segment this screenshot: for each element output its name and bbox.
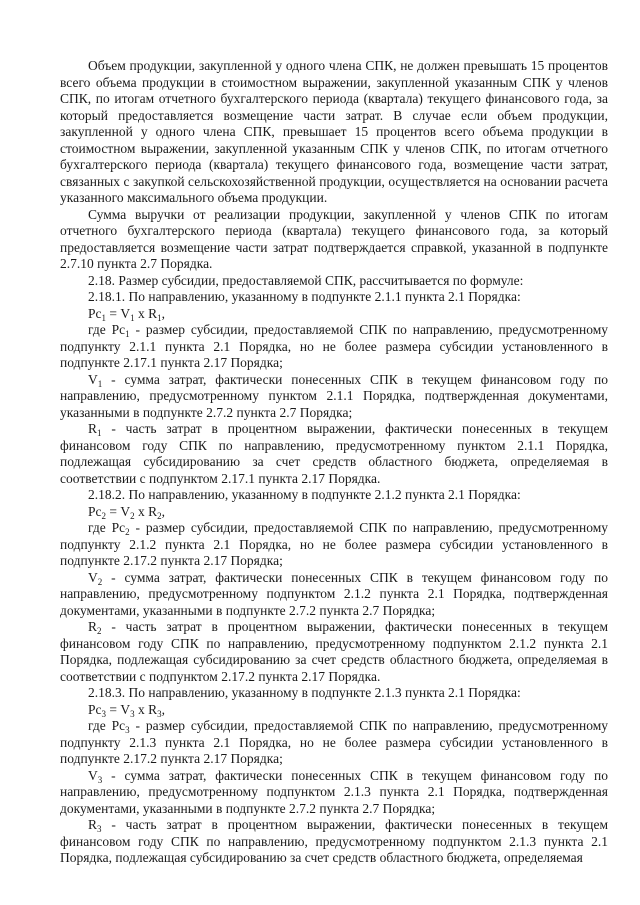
- formula: $Рс_1 = V_1$ х $R_1$,: [88, 305, 166, 323]
- section-heading: 2.18.2. По направлению, указанному в подпункте 2.1.2 пункта 2.1 Порядка:: [88, 487, 521, 502]
- formula: $Рс_3 = V_3$ х $R_3$,: [88, 701, 166, 719]
- v-definition: $V_1$ - сумма затрат, фактически понесенных СПК в текущем финансовом году по направлению, предусмотренному пунктом 2.1.1 Порядка, подтвержденная документами, указанными в подпункте 2.7.2 пункта 2.7 Порядка;: [60, 371, 608, 420]
- section-heading: 2.18.3. По направлению, указанному в подпункте 2.1.3 пункта 2.1 Порядка:: [88, 685, 521, 700]
- paragraph-subsidy-size: 2.18. Размер субсидии, предоставляемой СПК, рассчитывается по формуле:: [88, 272, 524, 288]
- paragraph-volume-limit: Объем продукции, закупленной у одного члена СПК, не должен превышать 15 процентов всего объема продукции в стоимостном выражении, закупленной указанным СПК у членов СПК, по итогам отчетного бухгалтерского периода (квартала) текущего финансового года, за который предоставляется возмещение части затрат. В случае если объем продукции, закупленной у одного члена СПК, превышает 15 процентов всего объема продукции в стоимостном выражении, закупленной указанным СПК у членов СПК, по итогам отчетного бухгалтерского периода (квартала) текущего финансового года, возмещение части затрат, связанных с закупкой сельскохозяйственной продукции, осуществляется на основании расчета указанного максимального объема продукции.: [60, 58, 608, 205]
- formula: $Рс_2 = V_2$ х $R_2$,: [88, 503, 166, 521]
- v-definition: $V_2$ - сумма затрат, фактически понесенных СПК в текущем финансовом году по направлению, предусмотренному подпунктом 2.1.2 пункта 2.1 Порядка, подтвержденная документами, указанными в подпункте 2.7.2 пункта 2.7 Порядка;: [60, 569, 608, 618]
- pc-definition: где $Рс_3$ - размер субсидии, предоставляемой СПК по направлению, предусмотренному подпункту 2.1.3 пункта 2.1 Порядка, но не более размера субсидии установленного в подпункте 2.17.2 пункта 2.17 Порядка;: [60, 718, 608, 766]
- pc-definition: где $Рс_2$ - размер субсидии, предоставляемой СПК по направлению, предусмотренному подпункту 2.1.2 пункта 2.1 Порядка, но не более размера субсидии установленного в подпункте 2.17.2 пункта 2.17 Порядка;: [60, 520, 608, 568]
- pc-definition: где $Рс_1$ - размер субсидии, предоставляемой СПК по направлению, предусмотренному подпункту 2.1.1 пункта 2.1 Порядка, но не более размера субсидии установленного в подпункте 2.17.1 пункта 2.17 Порядка;: [60, 322, 608, 370]
- r-definition: $R_2$ - часть затрат в процентном выражении, фактически понесенных в текущем финансовом году СПК по направлению, предусмотренному подпунктом 2.1.2 пункта 2.1 Порядка, подлежащая субсидированию за счет средств областного бюджета, определяемая в соответствии с подпунктом 2.17.2 пункта 2.17 Порядка.: [60, 619, 608, 684]
- v-definition: $V_3$ - сумма затрат, фактически понесенных СПК в текущем финансовом году по направлению, предусмотренному подпунктом 2.1.3 пункта 2.1 Порядка, подтвержденная документами, указанными в подпункте 2.7.2 пункта 2.7 Порядка;: [60, 767, 608, 816]
- section-heading: 2.18.1. По направлению, указанному в подпункте 2.1.1 пункта 2.1 Порядка:: [88, 289, 521, 304]
- paragraph-revenue: Сумма выручки от реализации продукции, закупленной у членов СПК по итогам отчетного бухгалтерского периода (квартала) текущего финансового года, за который предоставляется возмещение части затрат подтверждается справкой, указанной в подпункте 2.7.10 пункта 2.7 Порядка.: [60, 206, 608, 271]
- r-definition: $R_3$ - часть затрат в процентном выражении, фактически понесенных в текущем финансовом году СПК по направлению, предусмотренному подпунктом 2.1.3 пункта 2.1 Порядка, подлежащая субсидированию за счет средств областного бюджета, определяемая: [60, 817, 608, 865]
- r-definition: $R_1$ - часть затрат в процентном выражении, фактически понесенных в текущем финансовом году СПК по направлению, предусмотренному пунктом 2.1.1 Порядка, подлежащая субсидированию за счет средств областного бюджета, определяемая в соответствии с подпунктом 2.17.1 пункта 2.17 Порядка.: [60, 421, 608, 486]
